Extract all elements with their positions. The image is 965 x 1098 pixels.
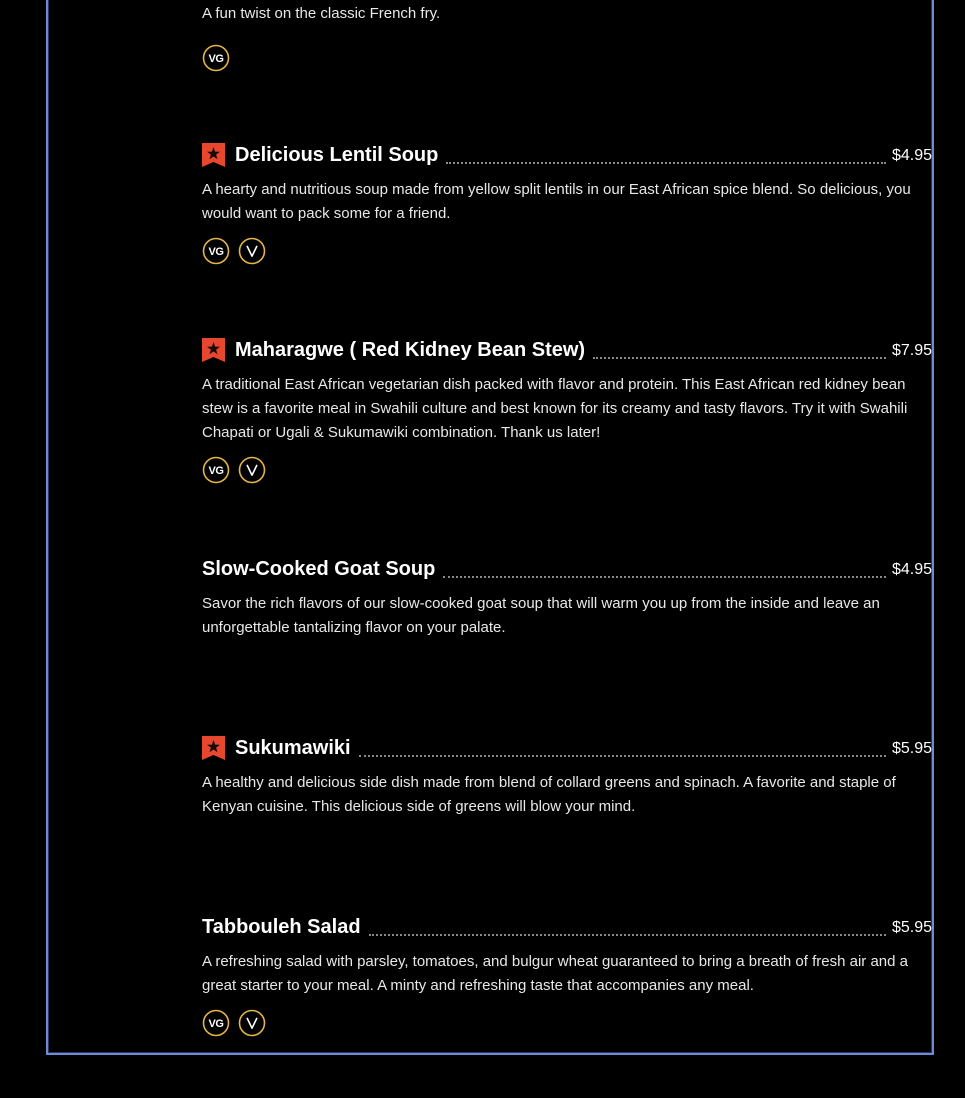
dotted-leader xyxy=(359,755,886,757)
item-price: $5.95 xyxy=(891,919,932,936)
menu-item-partial xyxy=(202,2,932,72)
item-title-row xyxy=(202,554,932,584)
item-title: Maharagwe ( Red Kidney Bean Stew) xyxy=(235,339,586,361)
vegetarian-icon xyxy=(238,456,266,484)
vegetarian-icon xyxy=(238,237,266,265)
item-price: $5.95 xyxy=(891,740,932,757)
menu-item xyxy=(202,335,932,484)
item-price: $4.95 xyxy=(891,561,932,578)
menu-item xyxy=(202,912,932,1037)
star-badge-icon xyxy=(202,736,225,760)
menu-item xyxy=(202,733,932,819)
item-description: A fun twist on the classic French fry. xyxy=(202,5,441,22)
menu-item xyxy=(202,140,932,265)
item-title-row xyxy=(202,912,932,942)
item-description: A refreshing salad with parsley, tomatoes, and bulgur wheat guaranteed to bring a breath of fresh air and a great starter to your meal. A minty and refreshing taste that accompanies any meal. xyxy=(202,953,908,994)
item-title-row xyxy=(202,733,932,763)
dotted-leader xyxy=(446,162,886,164)
star-badge-icon xyxy=(202,143,225,167)
vegetarian-icon xyxy=(238,1009,266,1037)
dietary-tags xyxy=(202,456,932,484)
dotted-leader xyxy=(593,357,886,359)
dietary-tags xyxy=(202,237,932,265)
item-title-row xyxy=(202,335,932,365)
dietary-tags xyxy=(202,44,932,72)
item-price: $7.95 xyxy=(891,342,932,359)
vegan-icon xyxy=(202,456,230,484)
item-description: A healthy and delicious side dish made from blend of collard greens and spinach. A favorite and staple of Kenyan cuisine. This delicious side of greens will blow your mind. xyxy=(202,774,896,815)
item-title-row xyxy=(202,140,932,170)
dietary-tags xyxy=(202,1009,932,1037)
vegan-icon xyxy=(202,44,230,72)
menu-item xyxy=(202,554,932,640)
item-title: Delicious Lentil Soup xyxy=(235,144,439,166)
star-badge-icon xyxy=(202,338,225,362)
dotted-leader xyxy=(443,576,886,578)
vegan-icon xyxy=(202,1009,230,1037)
item-price: $4.95 xyxy=(891,147,932,164)
item-title: Slow-Cooked Goat Soup xyxy=(202,558,436,580)
item-description: Savor the rich flavors of our slow-cooked goat soup that will warm you up from the inside and leave an unforgettable tantalizing flavor on your palate. xyxy=(202,595,880,636)
item-description: A traditional East African vegetarian dish packed with flavor and protein. This East African red kidney bean stew is a favorite meal in Swahili culture and best known for its creamy and tasty flavors. Try it with Swahili Chapati or Ugali & Sukumawiki combination. Thank us later! xyxy=(202,376,908,441)
item-description: A hearty and nutritious soup made from yellow split lentils in our East African spice blend. So delicious, you would want to pack some for a friend. xyxy=(202,181,911,222)
vegan-icon xyxy=(202,237,230,265)
dotted-leader xyxy=(369,934,886,936)
item-title: Tabbouleh Salad xyxy=(202,916,361,938)
item-title: Sukumawiki xyxy=(235,737,351,759)
